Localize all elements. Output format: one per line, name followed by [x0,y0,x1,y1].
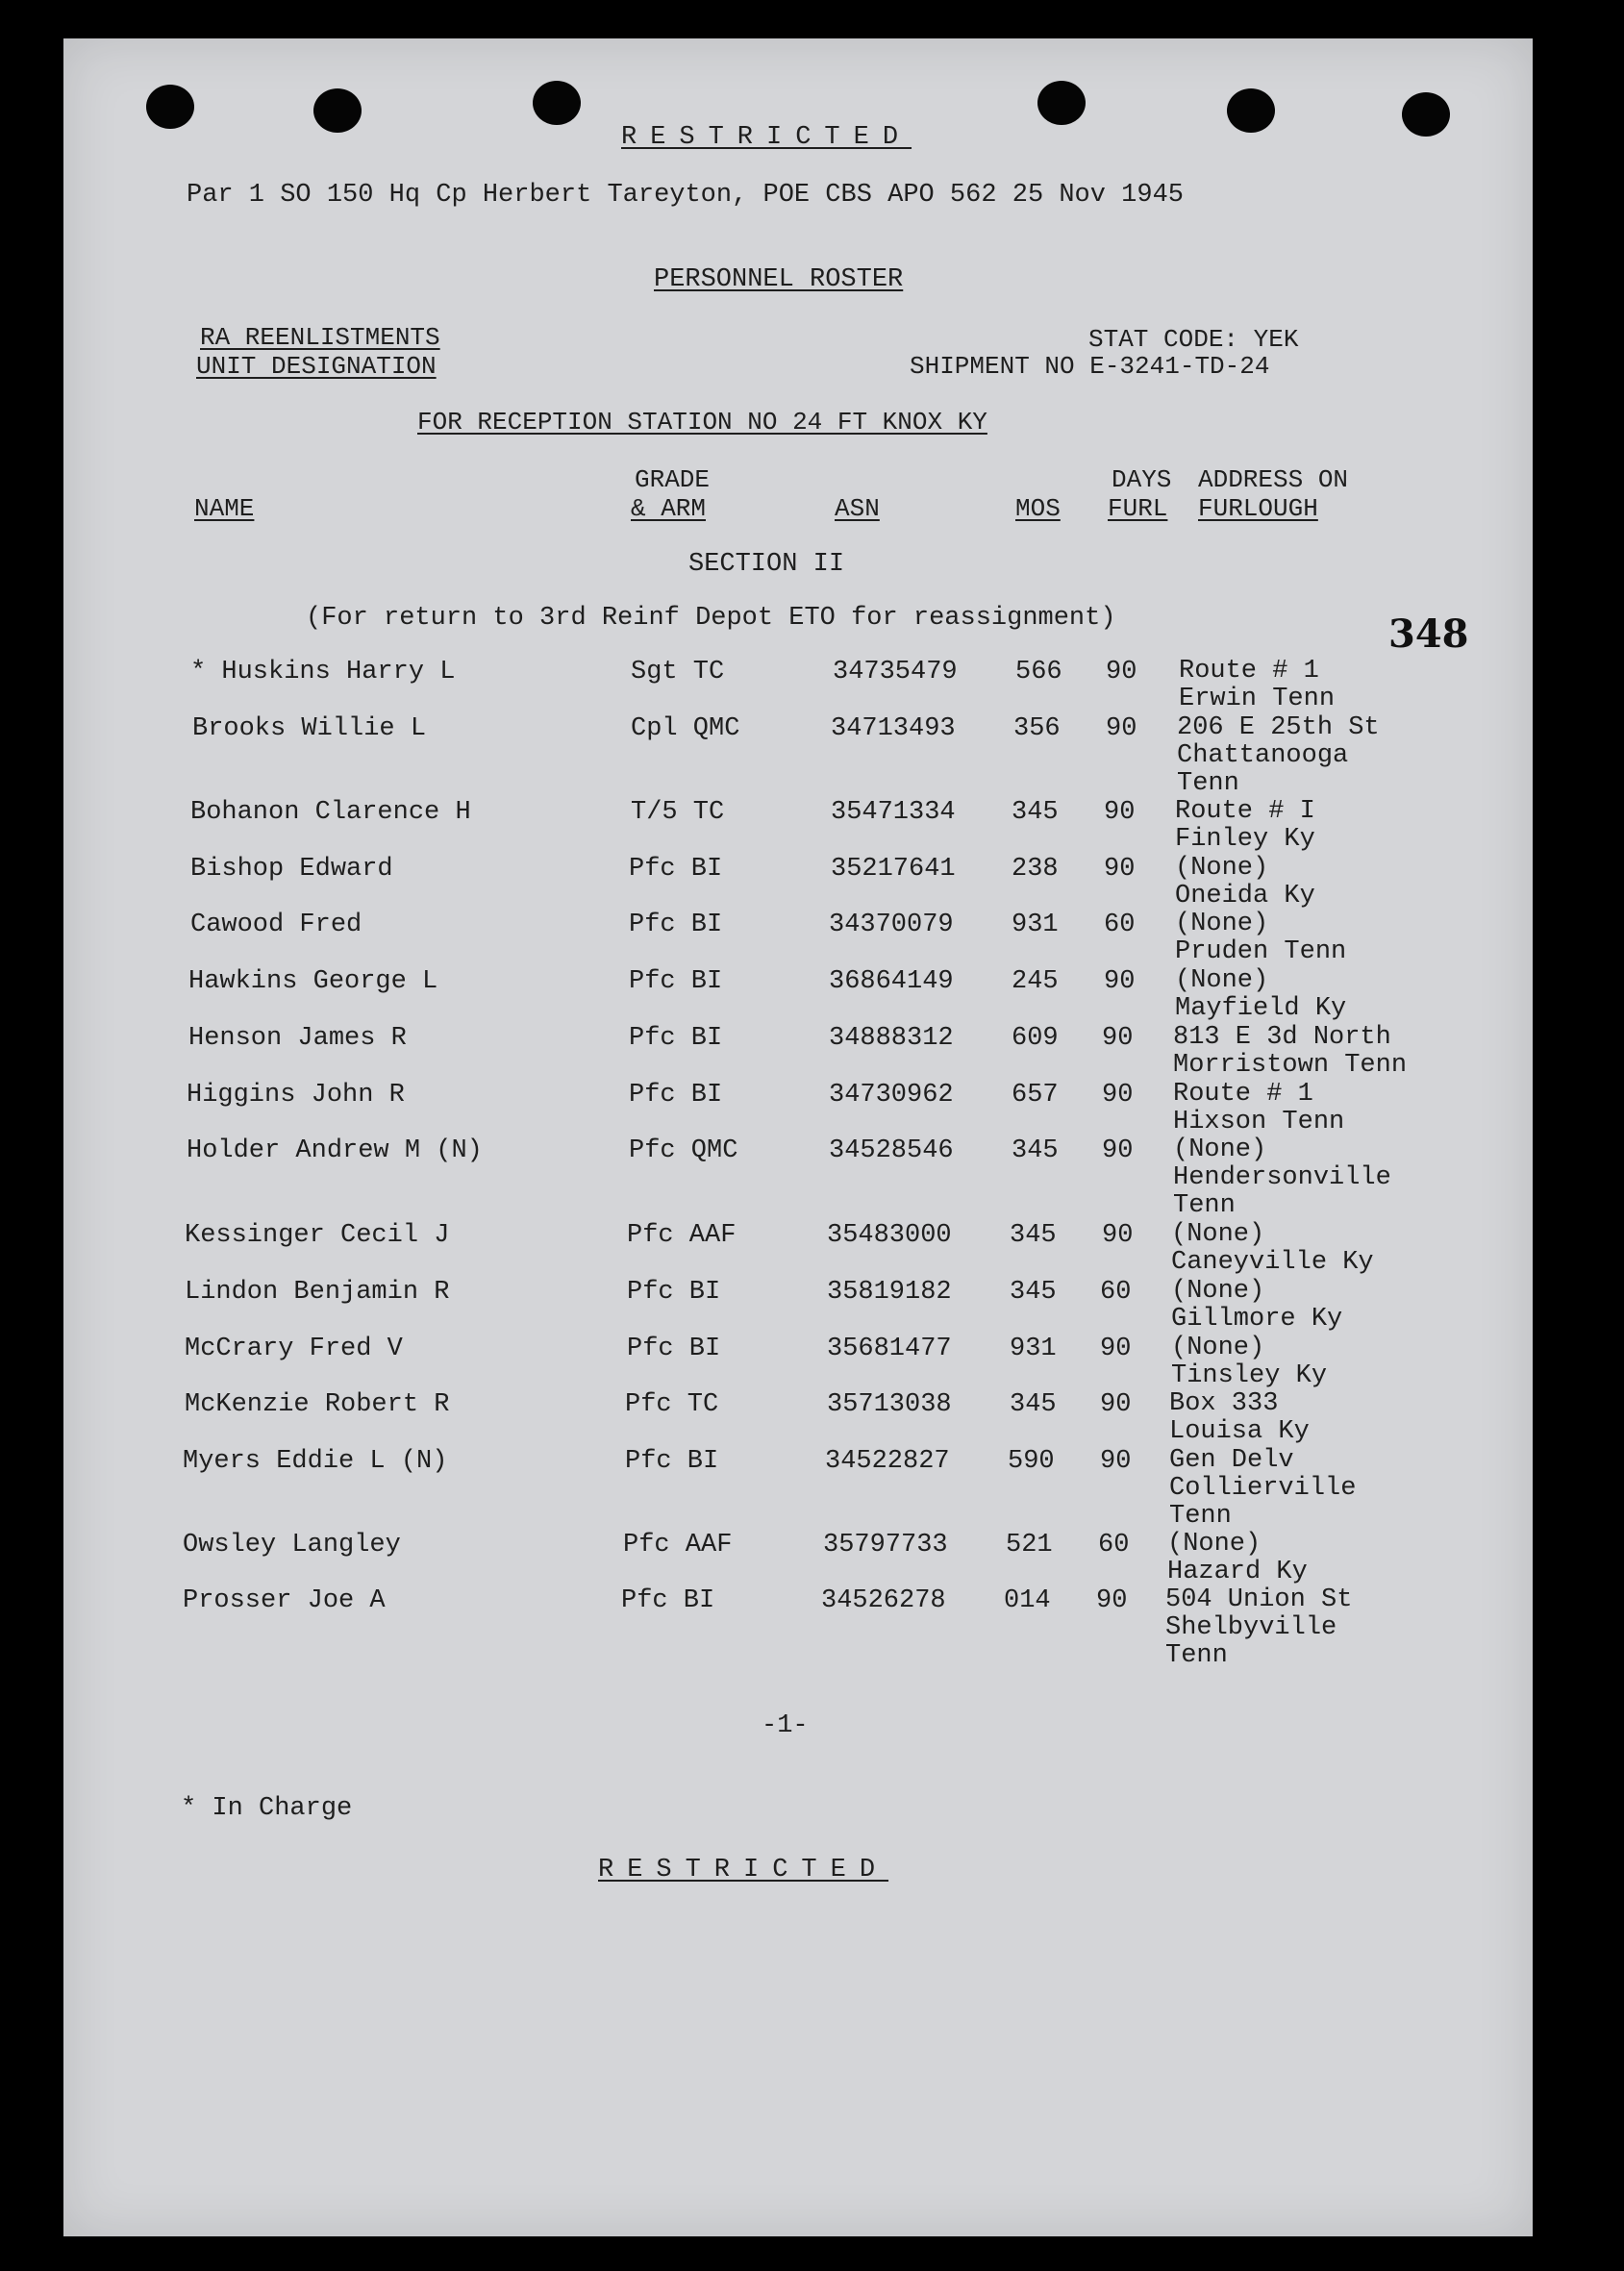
col-name-header: NAME [194,494,255,523]
row-mos: 245 [1012,967,1059,996]
order-line: Par 1 SO 150 Hq Cp Herbert Tareyton, POE CBS APO 562 25 Nov 1945 [187,181,1184,210]
row-address: (None) Hazard Ky [1167,1530,1308,1586]
row-name: Hawkins George L [188,967,438,996]
row-address: Box 333 Louisa Ky [1169,1389,1310,1446]
row-address: (None) Pruden Tenn [1175,910,1347,966]
row-asn: 34522827 [825,1447,950,1476]
row-mos: 657 [1012,1081,1059,1110]
row-grade: Cpl QMC [631,714,740,743]
row-grade: Sgt TC [631,658,725,686]
row-days: 90 [1106,658,1137,686]
row-days: 90 [1102,1024,1134,1053]
row-address: 813 E 3d North Morristown Tenn [1173,1023,1408,1080]
col-days-header-2: FURL [1108,494,1168,523]
col-asn-header: ASN [835,494,880,523]
row-address: Route # 1 Hixson Tenn [1173,1080,1345,1136]
row-address: (None) Mayfield Ky [1175,966,1347,1023]
row-asn: 34713493 [831,714,956,743]
row-name: Myers Eddie L (N) [183,1447,448,1476]
row-days: 90 [1100,1390,1132,1419]
row-days: 90 [1104,798,1136,827]
row-address: Route # I Finley Ky [1175,797,1315,854]
row-name: Prosser Joe A [183,1586,386,1615]
row-name: Cawood Fred [190,911,362,939]
row-grade: Pfc BI [629,1081,723,1110]
row-asn: 35819182 [827,1278,952,1307]
page-number: -1- [762,1711,809,1740]
page-stamp: 348 [1388,611,1469,657]
row-grade: Pfc BI [621,1586,715,1615]
in-charge-note: * In Charge [181,1794,353,1823]
punch-hole [146,85,194,129]
row-days: 60 [1104,911,1136,939]
row-days: 90 [1096,1586,1128,1615]
punch-hole [313,88,362,133]
row-name: Holder Andrew M (N) [187,1136,483,1165]
destination-line: FOR RECEPTION STATION NO 24 FT KNOX KY [417,408,987,437]
row-days: 90 [1104,967,1136,996]
row-asn: 35217641 [831,855,956,884]
roster-page [63,38,1533,2236]
row-grade: Pfc BI [627,1278,721,1307]
row-mos: 931 [1012,911,1059,939]
row-address: (None) Caneyville Ky [1171,1220,1374,1277]
row-days: 90 [1104,855,1136,884]
row-address: (None) Oneida Ky [1175,854,1315,911]
row-address: Gen Delv Collierville Tenn [1169,1446,1357,1531]
row-grade: Pfc BI [627,1335,721,1363]
row-asn: 35681477 [827,1335,952,1363]
row-asn: 34528546 [829,1136,954,1165]
row-name: Bishop Edward [190,855,393,884]
col-address-header-2: FURLOUGH [1198,494,1318,523]
row-grade: Pfc BI [629,967,723,996]
row-days: 90 [1100,1447,1132,1476]
row-days: 60 [1098,1531,1130,1560]
col-grade-header-2: & ARM [631,494,707,523]
row-address: 504 Union St Shelbyville Tenn [1165,1585,1353,1670]
stat-code: STAT CODE: YEK [1088,325,1299,354]
row-mos: 931 [1010,1335,1057,1363]
row-asn: 35797733 [823,1531,948,1560]
row-name: * Huskins Harry L [190,658,456,686]
unit-line-2: UNIT DESIGNATION [196,352,437,381]
row-mos: 238 [1012,855,1059,884]
row-asn: 34526278 [821,1586,946,1615]
row-grade: T/5 TC [631,798,725,827]
col-mos-header: MOS [1015,494,1061,523]
restricted-footer: RESTRICTED [598,1856,889,1884]
row-days: 90 [1102,1136,1134,1165]
punch-hole [1402,92,1450,137]
row-days: 90 [1102,1081,1134,1110]
row-mos: 345 [1010,1278,1057,1307]
document-title: PERSONNEL ROSTER [654,265,904,294]
row-mos: 345 [1010,1221,1057,1250]
row-days: 90 [1100,1335,1132,1363]
row-grade: Pfc AAF [623,1531,733,1560]
row-mos: 345 [1012,798,1059,827]
row-address: (None) Tinsley Ky [1171,1334,1328,1390]
row-mos: 521 [1006,1531,1053,1560]
col-days-header-1: DAYS [1112,465,1172,494]
col-address-header-1: ADDRESS ON [1198,465,1349,494]
row-grade: Pfc AAF [627,1221,737,1250]
row-grade: Pfc QMC [629,1136,738,1165]
row-mos: 356 [1013,714,1061,743]
row-name: McCrary Fred V [185,1335,403,1363]
row-days: 60 [1100,1278,1132,1307]
row-mos: 345 [1012,1136,1059,1165]
row-name: Henson James R [188,1024,407,1053]
row-asn: 35471334 [831,798,956,827]
row-mos: 014 [1004,1586,1051,1615]
row-grade: Pfc TC [625,1390,719,1419]
row-name: McKenzie Robert R [185,1390,450,1419]
row-days: 90 [1106,714,1137,743]
row-name: Bohanon Clarence H [190,798,471,827]
row-days: 90 [1102,1221,1134,1250]
row-asn: 34735479 [833,658,958,686]
row-address: Route # 1 Erwin Tenn [1179,657,1336,713]
row-mos: 609 [1012,1024,1059,1053]
row-grade: Pfc BI [629,855,723,884]
section-note: (For return to 3rd Reinf Depot ETO for reassignment) [306,604,1116,633]
unit-line-1: RA REENLISTMENTS [200,323,440,352]
row-asn: 35483000 [827,1221,952,1250]
col-grade-header-1: GRADE [635,465,711,494]
row-address: (None) Gillmore Ky [1171,1277,1343,1334]
row-mos: 590 [1008,1447,1055,1476]
row-asn: 34888312 [829,1024,954,1053]
row-address: 206 E 25th St Chattanooga Tenn [1177,713,1380,798]
row-name: Higgins John R [187,1081,405,1110]
row-name: Kessinger Cecil J [185,1221,450,1250]
punch-hole [533,81,581,125]
row-asn: 36864149 [829,967,954,996]
row-name: Brooks Willie L [192,714,427,743]
shipment-number: SHIPMENT NO E-3241-TD-24 [910,352,1270,381]
row-grade: Pfc BI [629,911,723,939]
punch-hole [1227,88,1275,133]
row-mos: 566 [1015,658,1062,686]
row-address: (None) Hendersonville Tenn [1173,1136,1391,1220]
punch-hole [1037,81,1086,125]
row-mos: 345 [1010,1390,1057,1419]
row-grade: Pfc BI [625,1447,719,1476]
restricted-header: RESTRICTED [621,123,912,152]
row-asn: 34730962 [829,1081,954,1110]
row-name: Owsley Langley [183,1531,401,1560]
row-name: Lindon Benjamin R [185,1278,450,1307]
row-asn: 34370079 [829,911,954,939]
row-asn: 35713038 [827,1390,952,1419]
row-grade: Pfc BI [629,1024,723,1053]
section-heading: SECTION II [688,550,845,579]
